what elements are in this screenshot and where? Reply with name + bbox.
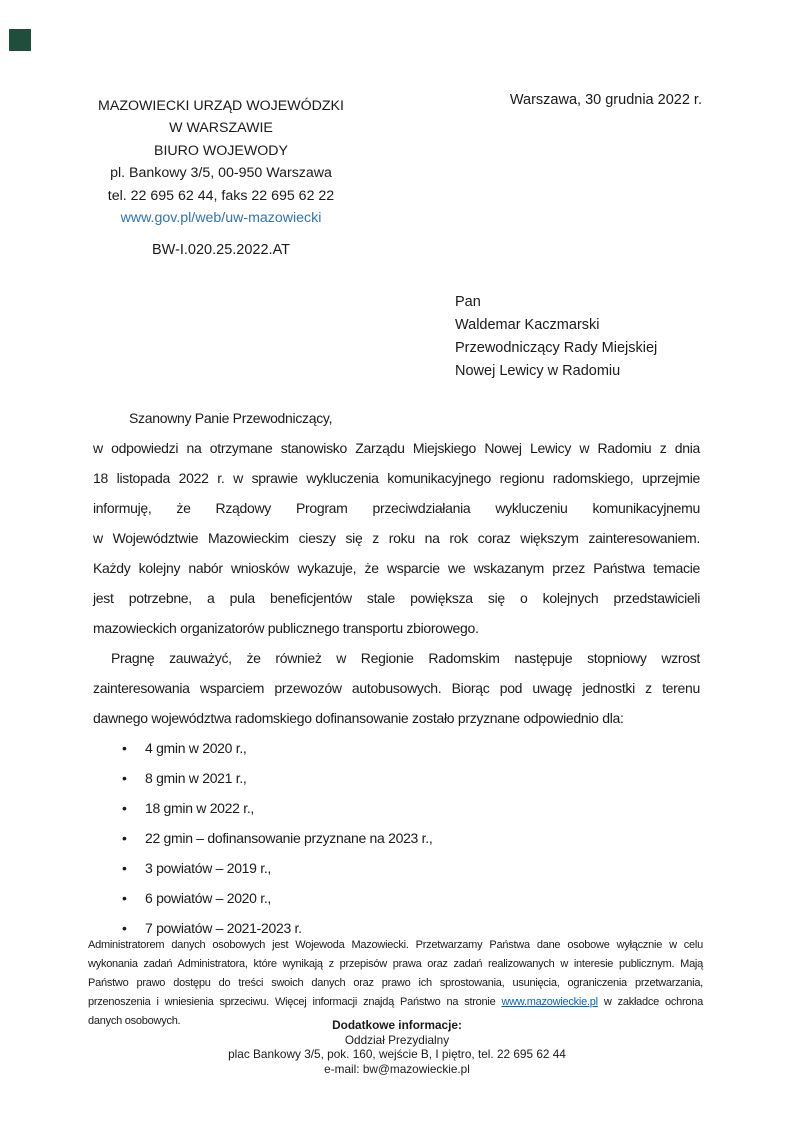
bullet-item [93, 763, 700, 793]
privacy-line4-after: w zakładce ochrona [597, 996, 703, 1008]
bullet-icon: • [122, 920, 127, 936]
paragraph1-line: informuję, że Rządowy Program przeciwdziałania wykluczeniu komunikacyjnemu [93, 500, 700, 516]
bullet-item [93, 733, 700, 763]
bullet-item [93, 853, 700, 883]
bullet-text: 4 gmin w 2020 r., [145, 740, 247, 756]
bullet-text: 6 powiatów – 2020 r., [145, 890, 272, 906]
sender-phone-fax: tel. 22 695 62 44, faks 22 695 62 22 [107, 187, 335, 204]
letter-date: Warszawa, 30 grudnia 2022 r. [509, 92, 702, 108]
bullet-text: 7 powiatów – 2021-2023 r. [145, 920, 302, 936]
bullet-item [93, 883, 700, 913]
privacy-notice [88, 936, 703, 1031]
privacy-line: wykonania zadań Administratora, które wynikają z przepisów prawa oraz zadań realizowanych w interesie publicznym. Mają [88, 958, 703, 970]
additional-info-block [0, 1018, 794, 1076]
paragraph1-line: jest potrzebne, a pula beneficjentów stale powiększa się o kolejnych przedstawicieli [93, 590, 700, 606]
bullet-text: 18 gmin w 2022 r., [145, 800, 254, 816]
paragraph1-line: w Województwie Mazowieckim cieszy się z roku na rok coraz większym zainteresowaniem. [93, 530, 700, 546]
sender-address: pl. Bankowy 3/5, 00-950 Warszawa [110, 165, 332, 182]
additional-info-address: plac Bankowy 3/5, pok. 160, wejście B, I piętro, tel. 22 695 62 44 [228, 1047, 566, 1061]
recipient-title: Pan [455, 294, 481, 310]
additional-info-department: Oddział Prezydialny [344, 1032, 450, 1047]
privacy-line4-before: przenoszenia i wniesienia sprzeciwu. Więcej informacji znajdą Państwo na stronie [88, 996, 502, 1008]
sender-office-bureau: BIURO WOJEWODY [154, 142, 288, 159]
sender-office-name: MAZOWIECKI URZĄD WOJEWÓDZKI [98, 98, 344, 114]
bullet-item [93, 823, 700, 853]
additional-info-heading: Dodatkowe informacje: [332, 1018, 462, 1032]
bullet-icon: • [122, 740, 127, 756]
paragraph1-line: mazowieckich organizatorów publicznego transportu zbiorowego. [93, 620, 479, 636]
privacy-link[interactable]: www.mazowieckie.pl [501, 996, 598, 1008]
bullet-item [93, 793, 700, 823]
reference-number: BW-I.020.25.2022.AT [151, 242, 291, 259]
corner-logo-mark [9, 29, 31, 51]
recipient-org: Nowej Lewicy w Radomiu [455, 363, 621, 379]
privacy-line: Państwo prawo dostępu do treści swoich danych oraz prawo ich sprostowania, usunięcia, ograniczenia przetwarzania, [88, 977, 703, 989]
paragraph1-line: w odpowiedzi na otrzymane stanowisko Zarządu Miejskiego Nowej Lewicy w Radomiu z dnia [93, 440, 700, 456]
bullet-icon: • [122, 770, 127, 786]
sender-office-city: W WARSZAWIE [169, 120, 273, 137]
additional-info-email: e-mail: bw@mazowieckie.pl [324, 1061, 470, 1076]
bullet-text: 3 powiatów – 2019 r., [145, 860, 272, 876]
paragraph1-line: 18 listopada 2022 r. w sprawie wykluczenia komunikacyjnego regionu radomskiego, uprzejmie [93, 470, 700, 486]
privacy-line: danych osobowych. [88, 1015, 181, 1027]
bullet-icon: • [122, 890, 127, 906]
paragraph2-line: zainteresowania wsparciem przewozów autobusowych. Biorąc pod uwagę jednostki z terenu [93, 680, 700, 696]
privacy-line [88, 993, 703, 1012]
recipient-name: Waldemar Kaczmarski [455, 317, 600, 333]
salutation: Szanowny Panie Przewodniczący, [129, 410, 333, 426]
sender-block [85, 95, 357, 262]
privacy-line: Administratorem danych osobowych jest Wojewoda Mazowiecki. Przetwarzamy Państwa dane osobowe wyłącznie w celu [88, 939, 703, 951]
recipient-block [455, 291, 657, 383]
funding-bullet-list [93, 733, 700, 943]
bullet-text: 22 gmin – dofinansowanie przyznane na 2023 r., [145, 830, 433, 846]
bullet-icon: • [122, 830, 127, 846]
paragraph2-line: dawnego województwa radomskiego dofinansowanie zostało przyznane odpowiednio dla: [93, 710, 624, 726]
paragraph2-line: Pragnę zauważyć, że również w Regionie Radomskim następuje stopniowy wzrost [111, 650, 700, 666]
recipient-role: Przewodniczący Rady Miejskiej [455, 340, 658, 356]
sender-website-link[interactable]: www.gov.pl/web/uw-mazowiecki [120, 210, 322, 227]
letter-body [93, 403, 700, 943]
bullet-text: 8 gmin w 2021 r., [145, 770, 247, 786]
bullet-icon: • [122, 800, 127, 816]
bullet-icon: • [122, 860, 127, 876]
paragraph1-line: Każdy kolejny nabór wniosków wykazuje, że wsparcie we wskazanym przez Państwa temacie [93, 560, 700, 576]
